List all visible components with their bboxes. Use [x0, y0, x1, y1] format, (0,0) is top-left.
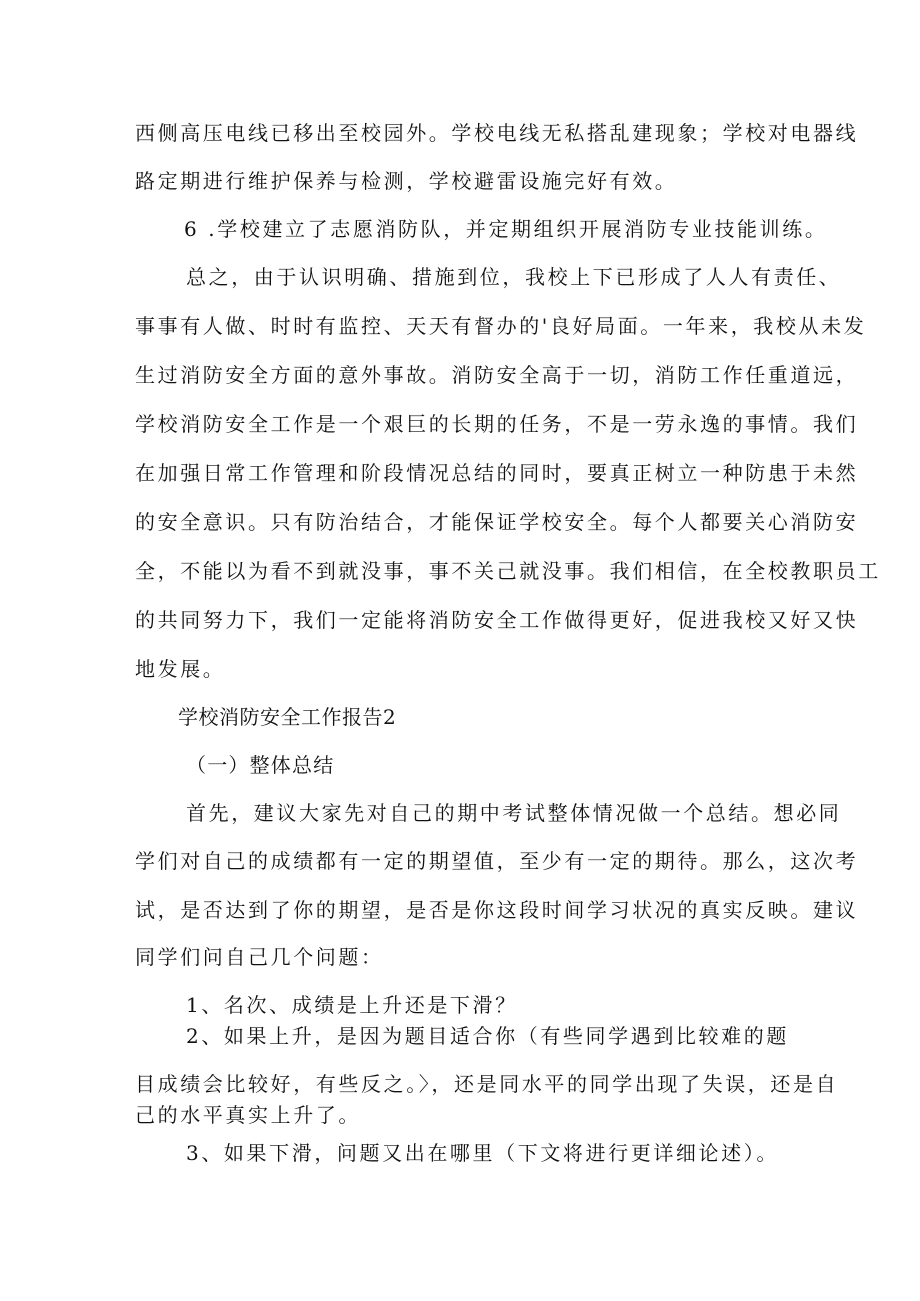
paragraph-line: 在加强日常工作管理和阶段情况总结的同时，要真正树立一种防患于未然: [135, 461, 859, 485]
paragraph-line: 6 .学校建立了志愿消防队，并定期组织开展消防专业技能训练。: [184, 217, 828, 241]
section-title: 学校消防安全工作报告2: [178, 705, 397, 729]
question-item-continuation: 己的水平真实上升了。: [135, 1103, 361, 1127]
question-item: 1、名次、成绩是上升还是下滑？: [186, 993, 518, 1017]
question-item: 2、如果上升，是因为题目适合你（有些同学遇到比较难的题: [186, 1024, 789, 1048]
paragraph-line: 路定期进行维护保养与检测，学校避雷设施完好有效。: [135, 169, 678, 193]
paragraph-line: 试，是否达到了你的期望，是否是你这段时间学习状况的真实反映。建议: [135, 898, 859, 922]
question-item-continuation: 目成绩会比较好，有些反之。〉，还是同水平的同学出现了失误，还是自: [135, 1072, 839, 1096]
paragraph-line: 的安全意识。只有防治结合，才能保证学校安全。每个人都要关心消防安: [135, 510, 859, 534]
paragraph-line: 地发展。: [135, 657, 226, 681]
paragraph-line: 同学们问自己几个问题：: [135, 945, 384, 969]
paragraph-line: 学校消防安全工作是一个艰巨的长期的任务，不是一劳永逸的事情。我们: [135, 412, 859, 436]
paragraph-line: 首先，建议大家先对自己的期中考试整体情况做一个总结。想必同: [186, 801, 842, 825]
subsection-title: （一）整体总结: [186, 753, 335, 777]
paragraph-line: 总之，由于认识明确、措施到位，我校上下已形成了人人有责任、: [186, 265, 842, 289]
paragraph-line: 全，不能以为看不到就没事，事不关己就没事。我们相信，在全校教职员工: [135, 559, 881, 583]
paragraph-line: 西侧高压电线已移出至校园外。学校电线无私搭乱建现象；学校对电器线: [135, 121, 859, 145]
paragraph-line: 生过消防安全方面的意外事故。消防安全高于一切，消防工作任重道远，: [135, 363, 859, 387]
paragraph-line: 的共同努力下，我们一定能将消防安全工作做得更好，促进我校又好又快: [135, 608, 859, 632]
question-item: 3、如果下滑，问题又出在哪里（下文将进行更详细论述）。: [186, 1141, 779, 1165]
paragraph-line: 事事有人做、时时有监控、天天有督办的'良好局面。一年来，我校从未发: [135, 314, 867, 338]
paragraph-line: 学们对自己的成绩都有一定的期望值，至少有一定的期待。那么，这次考: [135, 849, 859, 873]
